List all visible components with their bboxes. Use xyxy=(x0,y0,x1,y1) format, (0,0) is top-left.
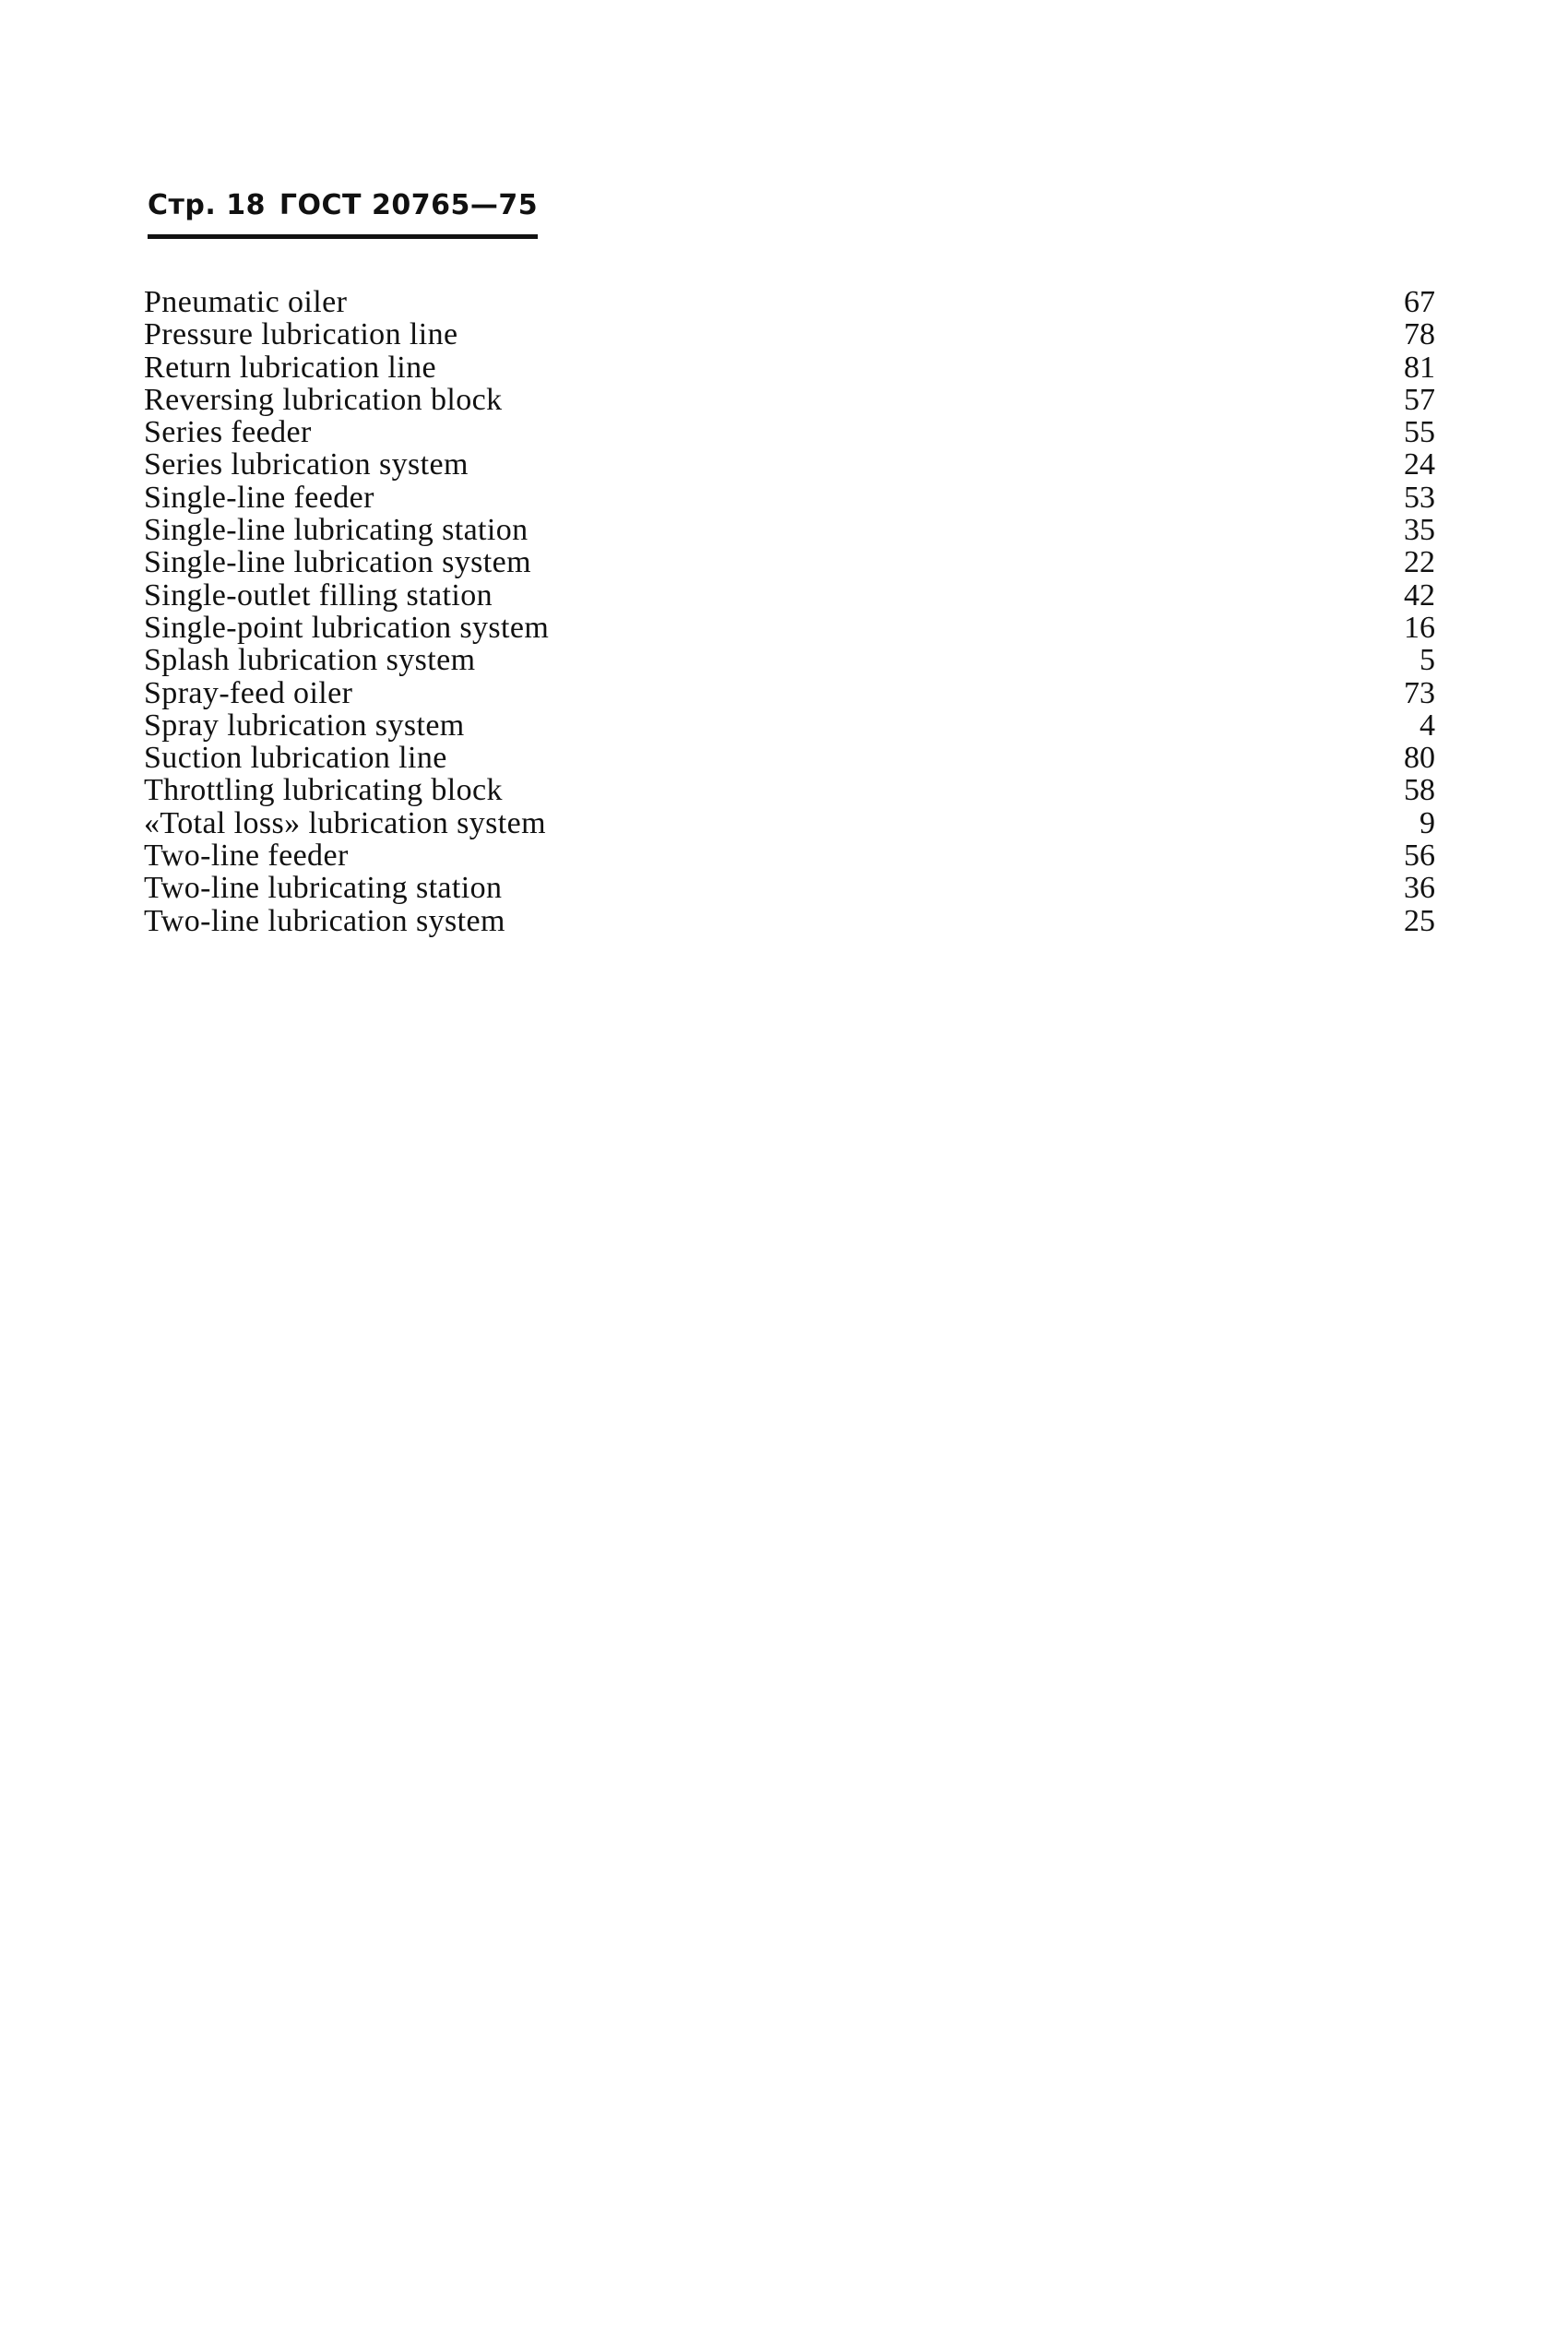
index-term: Single-line lubricating station xyxy=(144,513,529,548)
index-term: Return lubrication line xyxy=(144,350,437,385)
index-term: Series lubrication system xyxy=(144,447,469,482)
index-number: 24 xyxy=(1404,447,1435,482)
index-number: 67 xyxy=(1404,285,1435,319)
index-entry xyxy=(144,872,1435,904)
index-entry xyxy=(144,318,1435,351)
index-number: 25 xyxy=(1404,903,1435,938)
index-number: 36 xyxy=(1404,871,1435,906)
index-term: Suction lubrication line xyxy=(144,741,447,776)
index-number: 9 xyxy=(1420,805,1435,840)
index-term: Series feeder xyxy=(144,415,312,450)
index-entry xyxy=(144,416,1435,448)
index-term: Single-line feeder xyxy=(144,480,374,515)
term-index-list xyxy=(144,286,1435,937)
index-number: 78 xyxy=(1404,317,1435,352)
index-number: 22 xyxy=(1404,545,1435,580)
index-entry xyxy=(144,286,1435,318)
index-entry xyxy=(144,448,1435,481)
index-term: Spray lubrication system xyxy=(144,708,465,743)
index-number: 4 xyxy=(1420,708,1435,743)
index-term: Reversing lubrication block xyxy=(144,382,503,417)
index-number: 5 xyxy=(1420,643,1435,678)
index-term: Two-line lubrication system xyxy=(144,903,505,938)
index-entry xyxy=(144,351,1435,384)
index-entry xyxy=(144,774,1435,806)
page-number-label: Стр. 18 xyxy=(148,189,266,221)
index-entry xyxy=(144,905,1435,937)
index-term: Two-line feeder xyxy=(144,839,349,874)
index-number: 57 xyxy=(1404,382,1435,417)
index-entry xyxy=(144,742,1435,774)
index-number: 42 xyxy=(1404,577,1435,613)
index-number: 16 xyxy=(1404,610,1435,645)
index-number: 53 xyxy=(1404,480,1435,515)
index-entry xyxy=(144,579,1435,612)
index-number: 56 xyxy=(1404,839,1435,874)
index-entry xyxy=(144,677,1435,709)
index-entry xyxy=(144,644,1435,676)
standard-designation: ГОСТ 20765—75 xyxy=(279,189,539,221)
index-term: Pressure lubrication line xyxy=(144,317,458,352)
index-number: 81 xyxy=(1404,350,1435,385)
index-term: Throttling lubricating block xyxy=(144,773,503,808)
index-term: Single-line lubrication system xyxy=(144,545,531,580)
index-term: Pneumatic oiler xyxy=(144,285,348,319)
index-number: 80 xyxy=(1404,741,1435,776)
index-entry xyxy=(144,807,1435,839)
index-entry xyxy=(144,709,1435,742)
index-term: Single-point lubrication system xyxy=(144,610,550,645)
index-term: «Total loss» lubrication system xyxy=(144,805,546,840)
index-entry xyxy=(144,514,1435,546)
index-term: Splash lubrication system xyxy=(144,643,476,678)
index-entry xyxy=(144,546,1435,578)
index-number: 35 xyxy=(1404,513,1435,548)
index-entry xyxy=(144,612,1435,644)
index-number: 55 xyxy=(1404,415,1435,450)
index-entry xyxy=(144,384,1435,416)
index-number: 58 xyxy=(1404,773,1435,808)
index-term: Single-outlet filling station xyxy=(144,577,493,613)
index-entry xyxy=(144,482,1435,514)
index-term: Spray-feed oiler xyxy=(144,675,353,710)
index-term: Two-line lubricating station xyxy=(144,871,503,906)
page-header xyxy=(148,189,538,239)
index-entry xyxy=(144,839,1435,872)
index-number: 73 xyxy=(1404,675,1435,710)
